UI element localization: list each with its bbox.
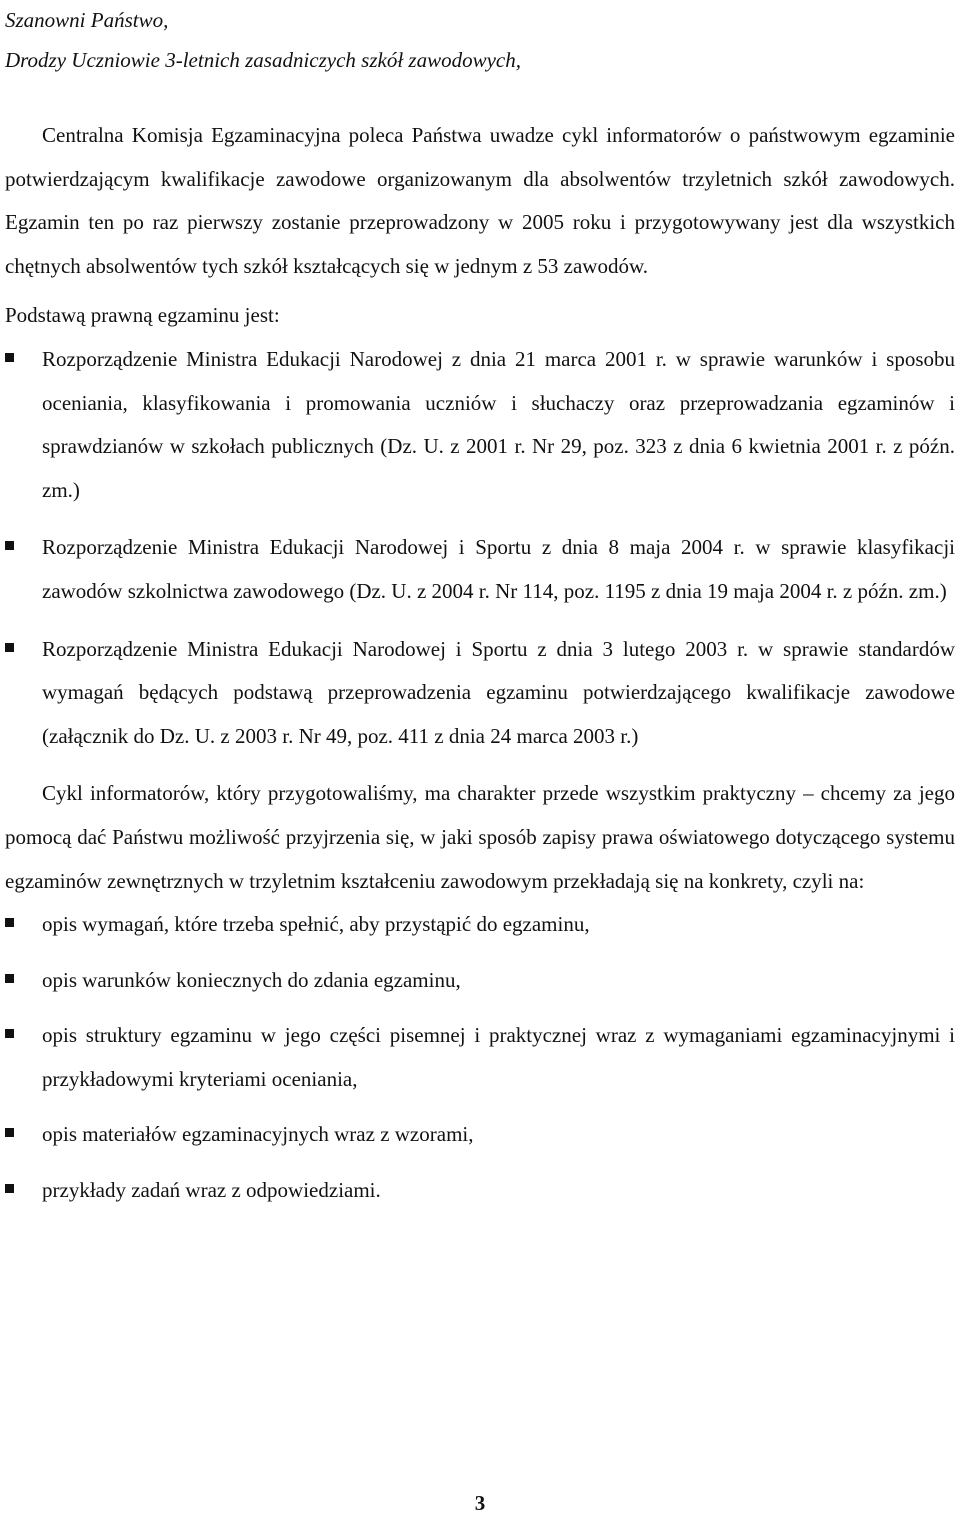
greeting-line-2: Drodzy Uczniowie 3-letnich zasadniczych szkół zawodowych, [5, 48, 521, 72]
greeting-line-1: Szanowni Państwo, [5, 8, 169, 32]
bullet-square-icon [5, 541, 14, 550]
greeting [5, 0, 955, 80]
list-item [5, 1014, 955, 1101]
legal-acts-list [5, 338, 955, 758]
bullet-square-icon [5, 918, 14, 927]
contents-item-text: opis materiałów egzaminacyjnych wraz z wzorami, [42, 1122, 474, 1147]
list-item [5, 1169, 955, 1213]
list-item [5, 628, 955, 759]
bullet-square-icon [5, 974, 14, 983]
legal-basis-heading: Podstawą prawną egzaminu jest: [5, 303, 280, 328]
list-item [5, 526, 955, 613]
contents-list [5, 903, 955, 1213]
bullet-square-icon [5, 1029, 14, 1038]
intro-paragraph: Centralna Komisja Egzaminacyjna poleca Państwa uwadze cykl informatorów o państwowym egzaminie potwierdzającym kwalifikacje zawodowe organizowanym dla absolwentów trzyletnich szkół zawodowych. Egzamin ten po raz pierwszy zostanie przeprowadzony w 2005 roku i przygotowywany jest dla wszystkich chętnych absolwentów tych szkół kształcących się w jednym z 53 zawodów. [5, 123, 955, 278]
bullet-square-icon [5, 1128, 14, 1137]
legal-act-text: Rozporządzenie Ministra Edukacji Narodowej z dnia 21 marca 2001 r. w sprawie warunków i sposobu oceniania, klasyfikowania i promowania uczniów i słuchaczy oraz przeprowadzania egzaminów i sprawdzianów w szkołach publicznych (Dz. U. z 2001 r. Nr 29, poz. 323 z dnia 6 kwietnia 2001 r. z późn. zm.) [42, 346, 955, 502]
list-item [5, 1113, 955, 1157]
contents-item-text: opis warunków koniecznych do zdania egzaminu, [42, 967, 461, 992]
legal-act-text: Rozporządzenie Ministra Edukacji Narodowej i Sportu z dnia 8 maja 2004 r. w sprawie klasyfikacji zawodów szkolnictwa zawodowego (Dz. U. z 2004 r. Nr 114, poz. 1195 z dnia 19 maja 2004 r. z późn. zm.) [42, 535, 955, 603]
list-item [5, 959, 955, 1003]
document-page [5, 0, 955, 1517]
bullet-square-icon [5, 1184, 14, 1193]
page-number: 3 [474, 1491, 486, 1515]
bullet-square-icon [5, 353, 14, 362]
list-item [5, 903, 955, 947]
cycle-paragraph: Cykl informatorów, który przygotowaliśmy, ma charakter przede wszystkim praktyczny – chcemy za jego pomocą dać Państwu możliwość przyjrzenia się, w jaki sposób zapisy prawa oświatowego dotyczącego systemu egzaminów zewnętrznych w trzyletnim kształceniu zawodowym przekładają się na konkrety, czyli na: [5, 781, 955, 893]
contents-item-text: opis wymagań, które trzeba spełnić, aby przystąpić do egzaminu, [42, 912, 590, 937]
bullet-square-icon [5, 643, 14, 652]
contents-item-text: przykłady zadań wraz z odpowiedziami. [42, 1178, 381, 1203]
list-item [5, 338, 955, 512]
contents-item-text: opis struktury egzaminu w jego części pisemnej i praktycznej wraz z wymaganiami egzaminacyjnymi i przykładowymi kryteriami oceniania, [42, 1023, 955, 1091]
legal-act-text: Rozporządzenie Ministra Edukacji Narodowej i Sportu z dnia 3 lutego 2003 r. w sprawie standardów wymagań będących podstawą przeprowadzenia egzaminu potwierdzającego kwalifikacje zawodowe (załącznik do Dz. U. z 2003 r. Nr 49, poz. 411 z dnia 24 marca 2003 r.) [42, 636, 955, 748]
